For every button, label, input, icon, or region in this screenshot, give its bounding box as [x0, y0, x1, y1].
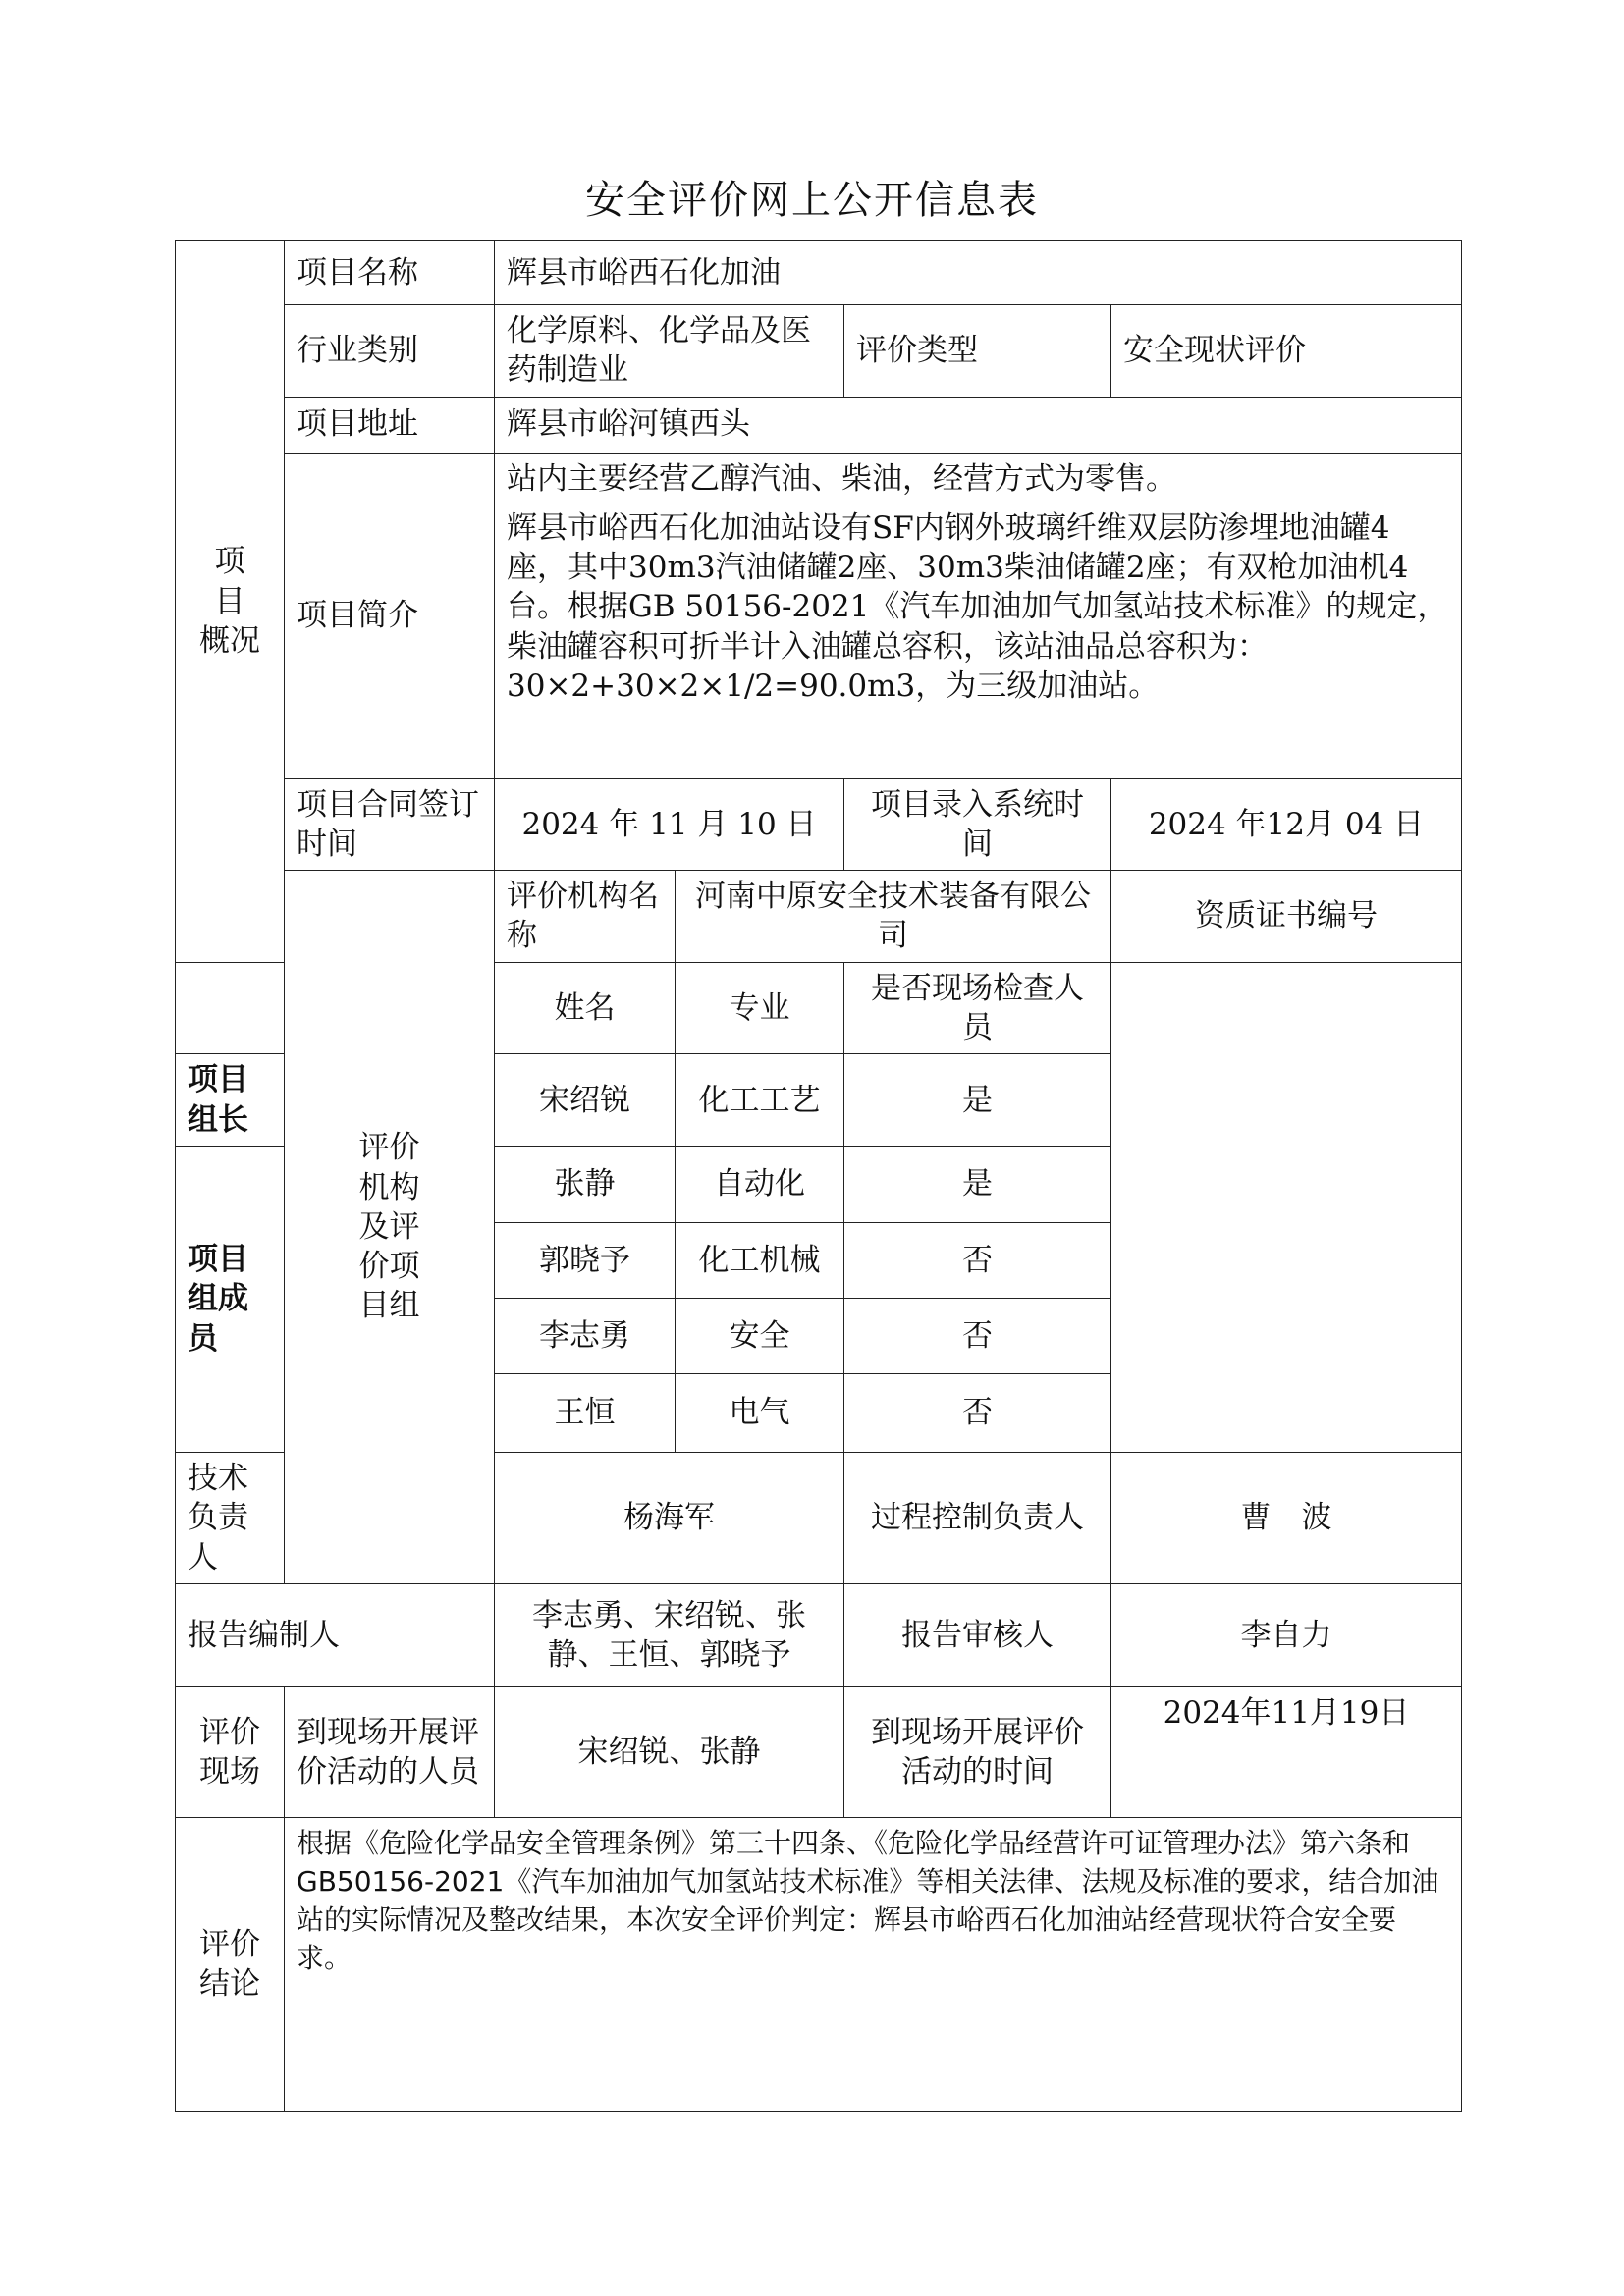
header-name: 姓名: [495, 962, 676, 1054]
entry-date: 2024 年12月 04 日: [1111, 778, 1462, 871]
process-lead-label: 过程控制负责人: [844, 1452, 1111, 1583]
address-label: 项目地址: [285, 397, 495, 453]
member-onsite: 否: [844, 1373, 1111, 1452]
member-major: 自动化: [676, 1146, 844, 1222]
header-onsite: 是否现场检查人员: [844, 962, 1111, 1054]
report-author-label: 报告编制人: [176, 1583, 495, 1686]
report-reviewer-label: 报告审核人: [844, 1583, 1111, 1686]
site-time-label: 到现场开展评价活动的时间: [844, 1686, 1111, 1817]
member-name: 郭晓予: [495, 1222, 676, 1298]
address-value: 辉县市峪河镇西头: [495, 397, 1462, 453]
site-time: 2024年11月19日: [1111, 1686, 1462, 1817]
project-name-label: 项目名称: [285, 241, 495, 305]
contract-label: 项目合同签订时间: [285, 778, 495, 871]
blank-cell: [1111, 962, 1462, 1452]
site-people: 宋绍锐、张静: [495, 1686, 844, 1817]
cert-label: 资质证书编号: [1111, 871, 1462, 963]
conclusion-group-label: 评价 结论: [176, 1817, 285, 2111]
member-name: 王恒: [495, 1373, 676, 1452]
project-name-value: 辉县市峪西石化加油: [495, 241, 1462, 305]
agency-group-label: 评价 机构 及评 价项 目组: [285, 871, 495, 1584]
report-authors: 李志勇、宋绍锐、张静、王恒、郭晓予: [495, 1583, 844, 1686]
org-label: 评价机构名称: [495, 871, 676, 963]
page-title: 安全评价网上公开信息表: [585, 178, 1039, 223]
leader-label: 项目组长: [176, 1054, 285, 1147]
tech-lead-label: 技术负责人: [176, 1452, 285, 1583]
member-major: 安全: [676, 1298, 844, 1373]
member-onsite: 否: [844, 1222, 1111, 1298]
member-onsite: 是: [844, 1146, 1111, 1222]
eval-type-label: 评价类型: [844, 305, 1111, 398]
org-name: 河南中原安全技术装备有限公司: [676, 871, 1111, 963]
site-people-label: 到现场开展评价活动的人员: [285, 1686, 495, 1817]
contract-date: 2024 年 11 月 10 日: [495, 778, 844, 871]
entry-label: 项目录入系统时间: [844, 778, 1111, 871]
member-onsite: 否: [844, 1298, 1111, 1373]
industry-value: 化学原料、化学品及医药制造业: [495, 305, 844, 398]
intro-paragraph-1: 站内主要经营乙醇汽油、柴油，经营方式为零售。: [507, 460, 1176, 497]
header-empty-cell: [176, 962, 285, 1054]
member-major: 电气: [676, 1373, 844, 1452]
leader-name: 宋绍锐: [495, 1054, 676, 1147]
overview-group-label: 项 目 概况: [176, 241, 285, 963]
report-reviewer: 李自力: [1111, 1583, 1462, 1686]
leader-onsite: 是: [844, 1054, 1111, 1147]
intro-paragraph-2: 辉县市峪西石化加油站设有SF内钢外玻璃纤维双层防渗埋地油罐4座，其中30m3汽油储罐2座、30m3柴油储罐2座；有双枪加油机4台。根据GB 50156-2021《汽车加油加气加氢站技术标准》的规定，柴油罐容积可折半计入油罐总容积，该站油品总容积为：30×2+30×2×1/2=90.0m3，为三级加油站。: [507, 509, 1448, 705]
member-name: 张静: [495, 1146, 676, 1222]
intro-label: 项目简介: [285, 453, 495, 778]
header-major: 专业: [676, 962, 844, 1054]
industry-label: 行业类别: [285, 305, 495, 398]
process-lead-name: 曹 波: [1111, 1452, 1462, 1583]
member-name: 李志勇: [495, 1298, 676, 1373]
intro-text: [495, 453, 1462, 778]
members-label: 项目组成员: [176, 1146, 285, 1452]
leader-major: 化工工艺: [676, 1054, 844, 1147]
eval-type-value: 安全现状评价: [1111, 305, 1462, 398]
conclusion-text: 根据《危险化学品安全管理条例》第三十四条、《危险化学品经营许可证管理办法》第六条和 GB50156-2021《汽车加油加气加氢站技术标准》等相关法律、法规及标准的要求，结合加油站的实际情况及整改结果，本次安全评价判定：辉县市峪西石化加油站经营现状符合安全要求。: [285, 1817, 1462, 2111]
member-major: 化工机械: [676, 1222, 844, 1298]
site-group-label: 评价 现场: [176, 1686, 285, 1817]
info-table: [175, 240, 1462, 2112]
tech-lead-name: 杨海军: [495, 1452, 844, 1583]
